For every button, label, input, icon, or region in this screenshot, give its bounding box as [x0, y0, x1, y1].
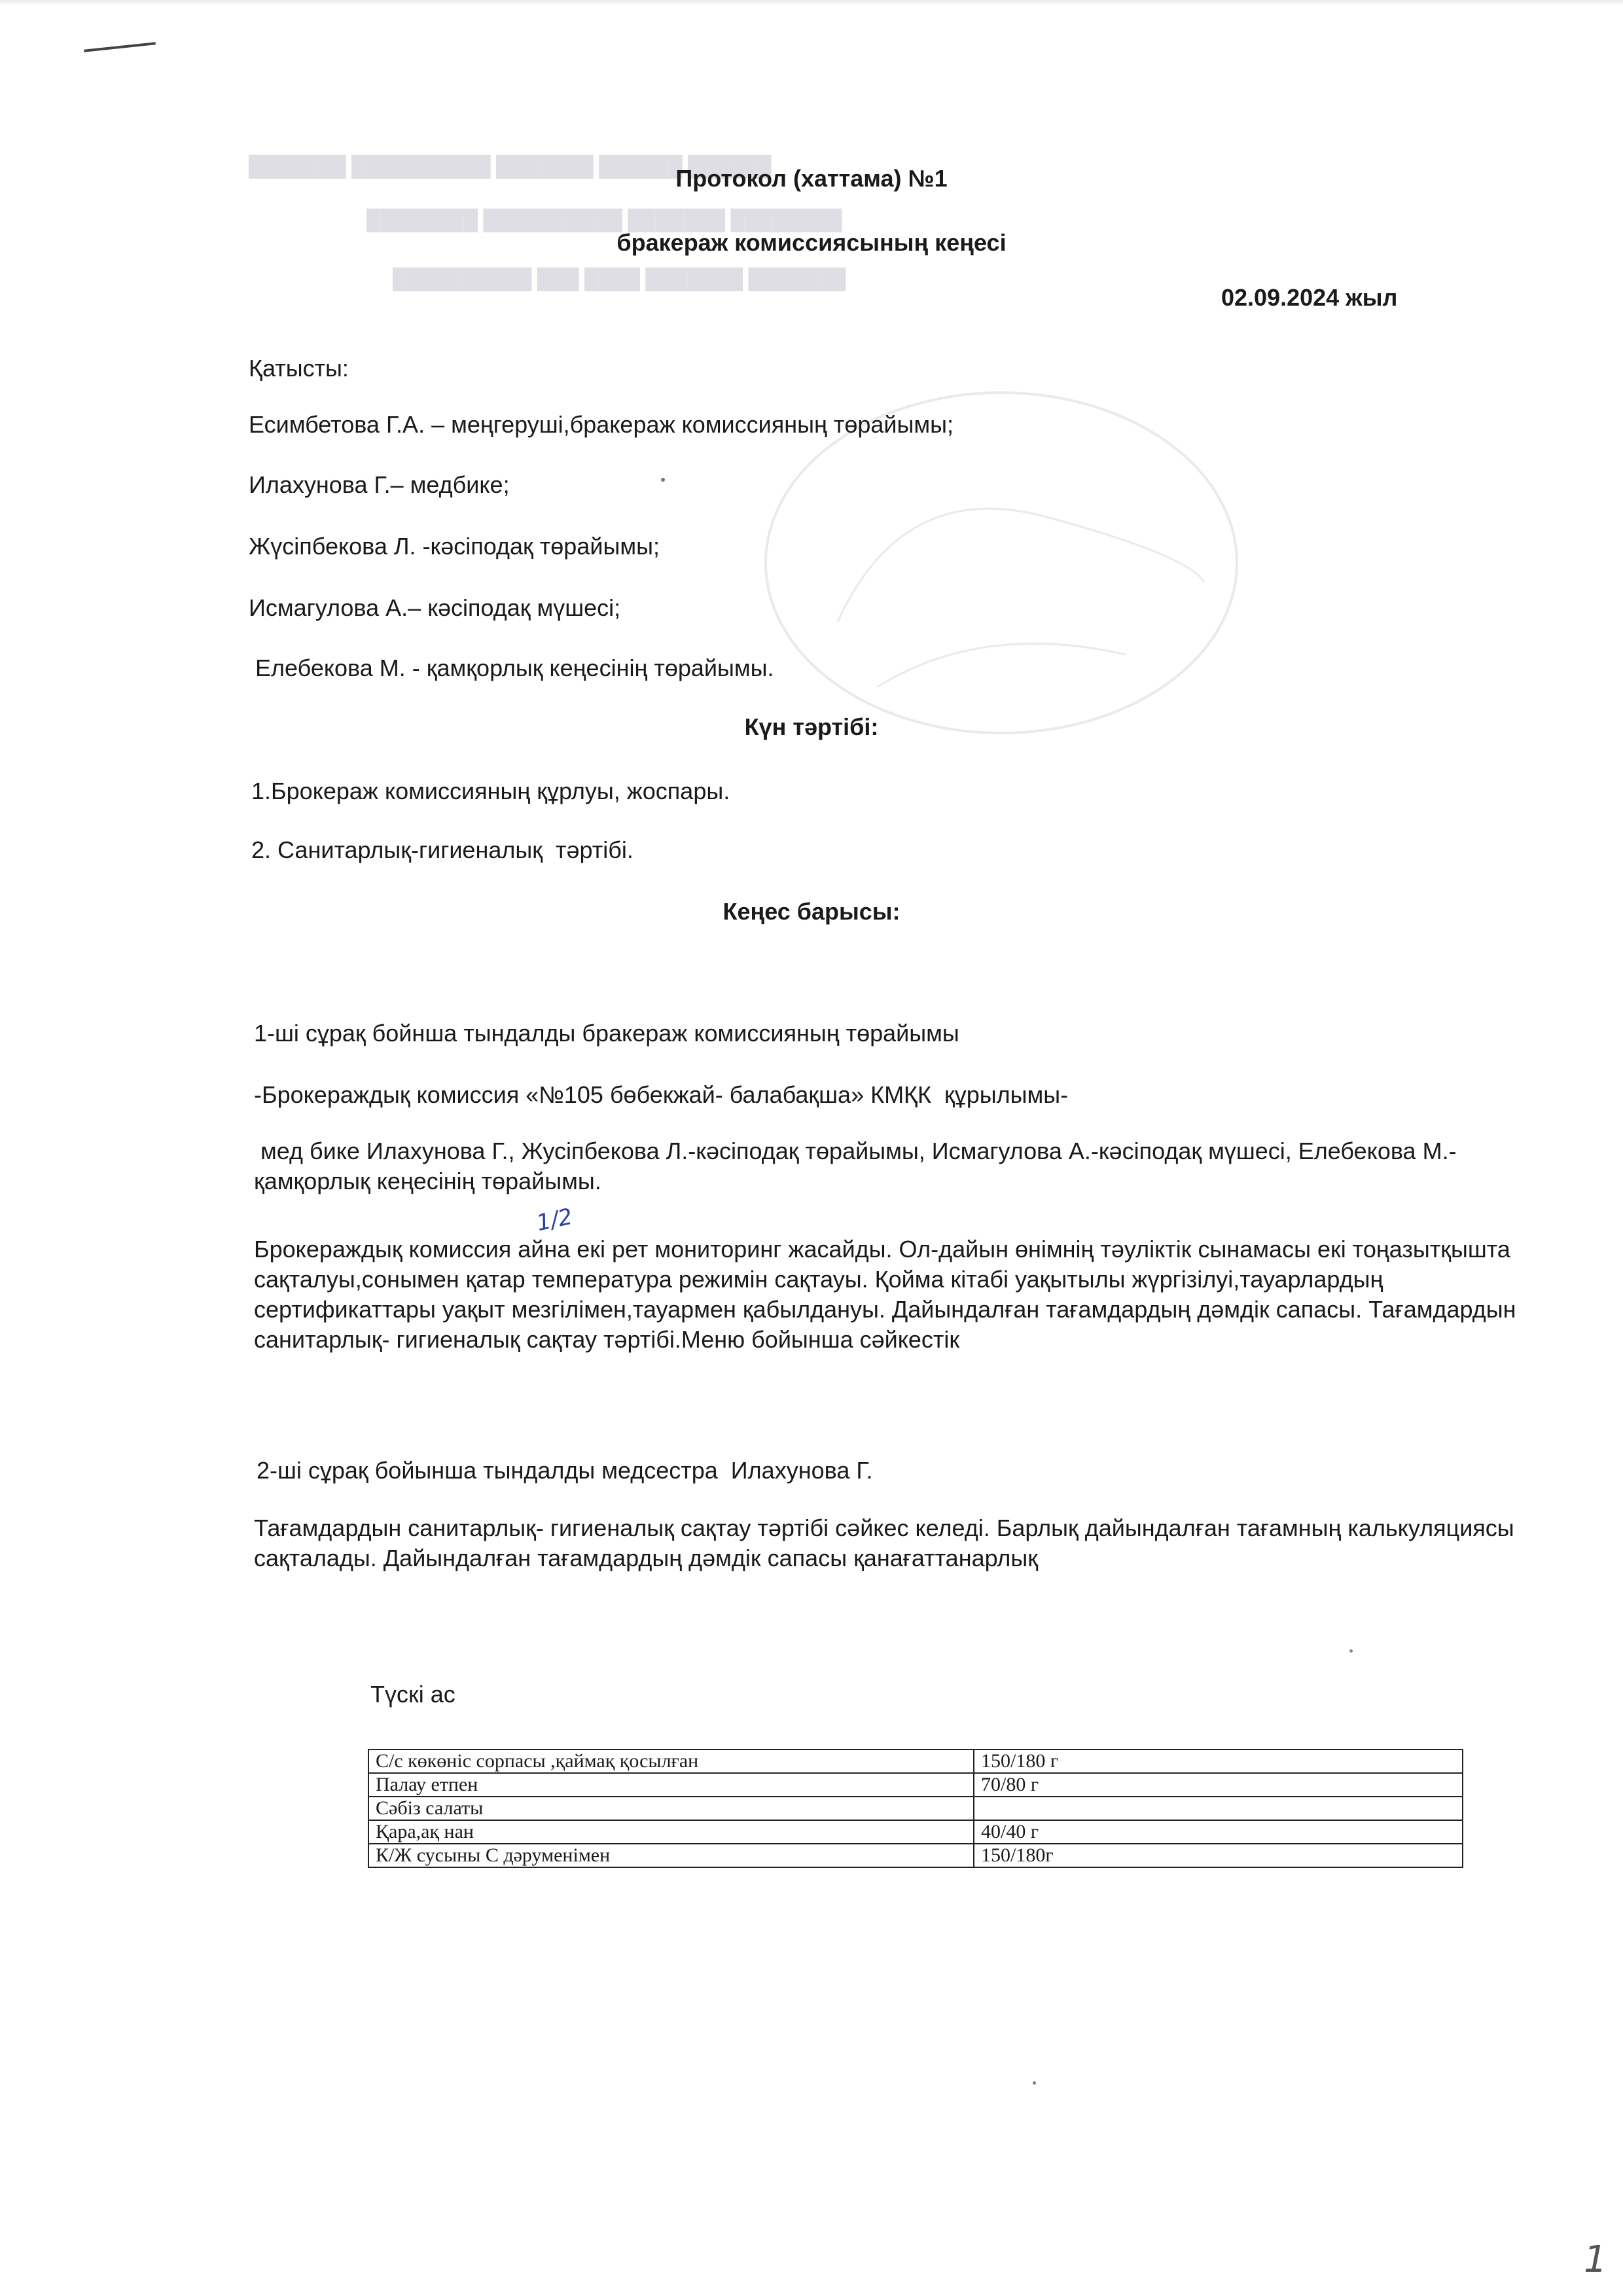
attendee-item: Исмагулова А.– кәсіподақ мүшесі;: [249, 594, 621, 621]
bleed-through-text: ████████ ███████ ██████████ ████████: [366, 209, 842, 231]
dish-cell: К/Ж сусыны С дәруменімен: [368, 1844, 974, 1867]
attendee-item: Илахунова Г.– медбике;: [249, 471, 510, 498]
attendee-item: Жүсіпбекова Л. -кәсіподақ төрайымы;: [249, 533, 660, 560]
menu-table: [368, 1749, 1463, 1868]
portion-cell: 40/40 г: [974, 1820, 1463, 1844]
agenda-heading: Күн тәртібі:: [744, 713, 879, 740]
attendees-label: Қатысты:: [249, 355, 349, 382]
question-2-paragraph: Тағамдардын санитарлық- гигиеналық сақтау тәртібі сәйкес келеді. Барлық дайындалған тағамның калькуляциясы сақталады. Дайындалған тағамдардың дәмдік сапасы қанағаттанарлық: [254, 1515, 1514, 1571]
portion-cell: 150/180 г: [974, 1749, 1463, 1773]
scan-speck: [661, 478, 665, 482]
scan-top-edge: [0, 0, 1623, 5]
scan-speck: [1349, 1649, 1353, 1653]
agenda-item: 1.Брокераж комиссияның құрлуы, жоспары.: [251, 778, 730, 804]
attendee-item: Елебекова М. - қамқорлық кеңесінің төрайымы.: [249, 655, 774, 681]
portion-cell: 70/80 г: [974, 1773, 1463, 1797]
table-row: [368, 1844, 1463, 1867]
table-row: [368, 1797, 1463, 1820]
document-date: 02.09.2024 жыл: [1221, 284, 1398, 311]
question-2-intro: 2-ші сұрақ бойынша тындалды медсестра Илахунова Г.: [257, 1457, 873, 1484]
portion-cell: [974, 1797, 1463, 1820]
question-1-intro: 1-ші сұрақ бойнша тындалды бракераж комиссияның төрайымы: [254, 1020, 959, 1047]
question-1-paragraph-2: Брокераждық комиссия айна екі рет мониторинг жасайды. Ол-дайын өнімнің тәуліктік сынамасы екі тоңазытқышта сақталуы,сонымен қатар температура режимін сақтауы. Қойма кітабі уақытылы жүргізілуі,тауарлардың сертификаттары уақыт мезгілімен,тауармен қабылдануы. Дайындалған тағамдардың дәмдік сапасы. Тағамдардын санитарлық- гигиеналық сақтау тәртібі.Меню бойынша сәйкестік: [254, 1236, 1516, 1353]
document-title: Протокол (хаттама) №1: [675, 165, 948, 192]
document-subtitle: бракераж комиссиясының кеңесі: [616, 229, 1007, 256]
dish-cell: Қара,ақ нан: [368, 1820, 974, 1844]
question-1-paragraph: мед бике Илахунова Г., Жусіпбекова Л.-кәсіподақ төрайымы, Исмагулова А.-кәсіподақ мүшесі, Елебекова М.-қамқорлық кеңесінің төрайымы.: [254, 1138, 1457, 1194]
question-1-line: -Брокераждық комиссия «№105 бөбекжай- балабақша» КМҚК құрылымы-: [254, 1081, 1069, 1108]
proceedings-heading: Кеңес барысы:: [722, 898, 901, 925]
attendee-item: Есимбетова Г.А. – меңгеруші,бракераж комиссияның төрайымы;: [249, 411, 954, 438]
agenda-item: 2. Санитарлық-гигиеналық тәртібі.: [251, 836, 633, 863]
handwritten-mark: 1/2: [534, 1203, 575, 1237]
dish-cell: Палау етпен: [368, 1773, 974, 1797]
meal-label: Түскі ас: [370, 1681, 455, 1708]
dish-cell: С/с көкөніс сорпасы ,қаймақ қосылған: [368, 1749, 974, 1773]
dish-cell: Сәбіз салаты: [368, 1797, 974, 1820]
table-row: [368, 1820, 1463, 1844]
page-corner-mark: 1: [1584, 2238, 1607, 2281]
scan-mark: [84, 42, 156, 52]
table-row: [368, 1749, 1463, 1773]
bleed-through-text: ███████ ███████ ████ ███ ██████████: [393, 268, 846, 290]
bleed-through-text: ██████ ██████ ███████ ██████████ ███████: [249, 156, 772, 177]
scan-speck: [1033, 2081, 1036, 2085]
table-row: [368, 1773, 1463, 1797]
portion-cell: 150/180г: [974, 1844, 1463, 1867]
